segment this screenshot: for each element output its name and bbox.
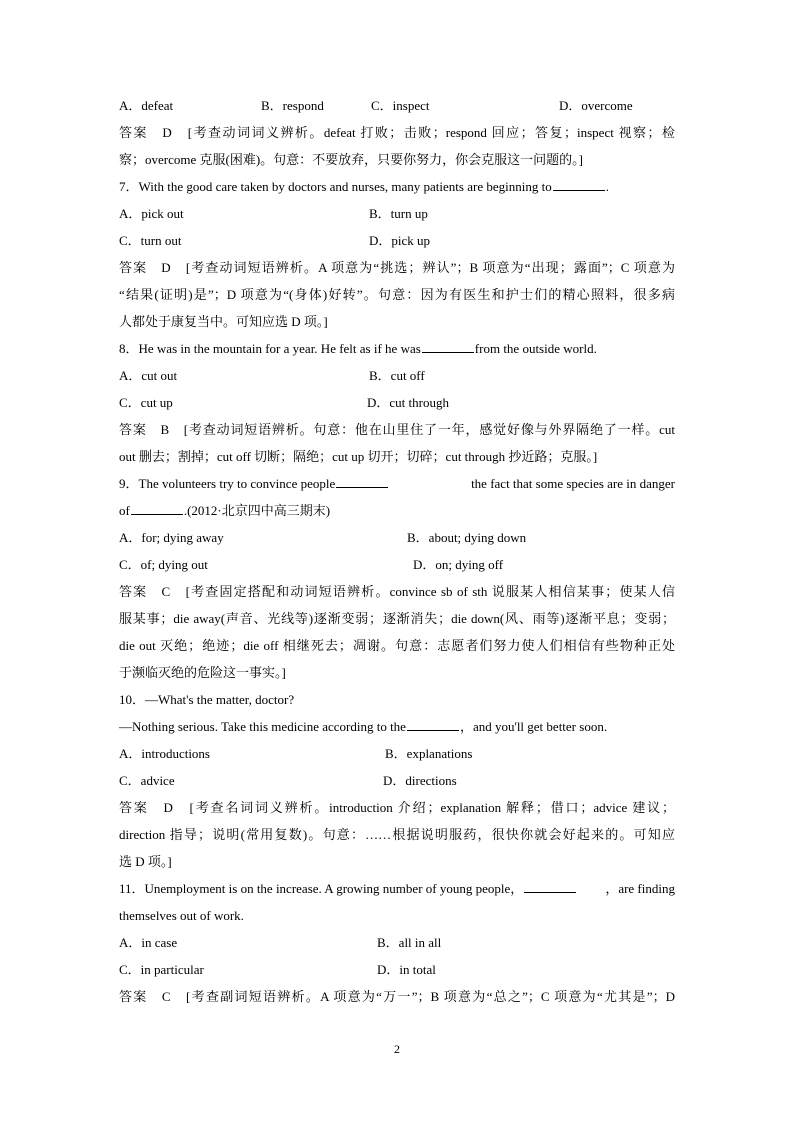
q10-stem-end: ，and you'll get better soon. xyxy=(459,719,608,734)
q8-option-a: A．cut out xyxy=(119,368,178,383)
q8-options-row-2 xyxy=(119,389,675,416)
q11-stem-text-2: ，are finding xyxy=(605,881,675,896)
q6-option-b: B．respond xyxy=(261,98,324,113)
answer-blank xyxy=(407,717,459,731)
q6-option-d: D．overcome xyxy=(559,98,633,113)
answer-blank xyxy=(524,879,576,893)
q9-answer-line: 答案 C [考查固定搭配和动词短语辨析。convince sb of sth 说服某人相信某事；使某人信 xyxy=(119,584,675,599)
q10-answer-line: direction 指导；说明(常用复数)。句意：……根据说明服药，很快你就会好起来的。可知应 xyxy=(119,827,675,842)
q6-options xyxy=(119,92,675,119)
q10-options-row-1 xyxy=(119,740,675,767)
q6-answer-line: 察；overcome 克服(困难)。句意：不要放弃，只要你努力，你会克服这一问题的。] xyxy=(119,152,583,167)
q11-options-row-2 xyxy=(119,956,675,983)
q7-option-a: A．pick out xyxy=(119,206,184,221)
q9-stem-text-3: of xyxy=(119,503,130,518)
q6-option-a: A．defeat xyxy=(119,98,174,113)
q11-answer-line: 答案 C [考查副词短语辨析。A 项意为“万一”；B 项意为“总之”；C 项意为“尤其是”；D xyxy=(119,989,675,1004)
q11-stem-cont: themselves out of work. xyxy=(119,908,244,923)
q8-stem-end: from the outside world. xyxy=(474,341,597,356)
q10-option-d: D．directions xyxy=(383,773,457,788)
q11-option-a: A．in case xyxy=(119,935,178,950)
q9-stem-cont xyxy=(119,497,675,524)
q8-option-b: B．cut off xyxy=(369,368,425,383)
q10-option-a: A．introductions xyxy=(119,746,210,761)
q8-option-d: D．cut through xyxy=(367,395,449,410)
q6-option-c: C．inspect xyxy=(371,98,430,113)
q9-stem-text-2: the fact that some species are in danger xyxy=(471,476,675,491)
q9-option-a: A．for; dying away xyxy=(119,530,224,545)
q9-option-b: B．about; dying down xyxy=(407,530,527,545)
q9-answer-line: die out 灭绝；绝迹；die off 相继死去；凋谢。句意：志愿者们努力使人们相信有些物种正处 xyxy=(119,638,675,653)
q11-option-b: B．all in all xyxy=(377,935,442,950)
q10-stem: 10．—What's the matter, doctor? xyxy=(119,692,295,707)
q11-option-d: D．in total xyxy=(377,962,436,977)
q8-answer-line: 答案 B [考查动词短语辨析。句意：他在山里住了一年，感觉好像与外界隔绝了一样。cut xyxy=(119,422,675,437)
q8-stem xyxy=(119,335,675,362)
q10-stem-text: —Nothing serious. Take this medicine according to the xyxy=(119,719,406,734)
q8-options-row-1 xyxy=(119,362,675,389)
q10-answer-line: 答案 D [考查名词词义辨析。introduction 介绍；explanation 解释；借口；advice 建议； xyxy=(119,800,675,815)
q11-option-c: C．in particular xyxy=(119,962,204,977)
q10-stem-cont xyxy=(119,713,675,740)
answer-blank xyxy=(131,501,183,515)
q9-answer-line: 服某事；die away(声音、光线等)逐渐变弱；逐渐消失；die down(风、雨等)逐渐平息；变弱； xyxy=(119,611,675,626)
q11-stem xyxy=(119,875,675,902)
q7-option-c: C．turn out xyxy=(119,233,182,248)
q7-stem-text: 7．With the good care taken by doctors and nurses, many patients are beginning to xyxy=(119,179,552,194)
q7-options-row-1 xyxy=(119,200,675,227)
q8-option-c: C．cut up xyxy=(119,395,173,410)
q6-answer-line: 答案 D [考查动词词义辨析。defeat 打败；击败；respond 回应；答复；inspect 视察；检 xyxy=(119,125,675,140)
q10-answer-line: 选 D 项。] xyxy=(119,854,172,869)
q8-answer-line: out 删去；割掉；cut off 切断；隔绝；cut up 切开；切碎；cut through 抄近路；克服。] xyxy=(119,449,598,464)
q9-options-row-1 xyxy=(119,524,675,551)
q9-answer-line: 于濒临灭绝的危险这一事实。] xyxy=(119,665,286,680)
q9-source: .(2012·北京四中高三期末) xyxy=(183,503,331,518)
q10-options-row-2 xyxy=(119,767,675,794)
answer-blank xyxy=(553,177,605,191)
document-body xyxy=(119,92,675,1010)
q7-option-d: D．pick up xyxy=(369,233,431,248)
q7-stem-end: . xyxy=(605,179,609,194)
q7-stem xyxy=(119,173,675,200)
answer-blank xyxy=(336,474,388,488)
q10-option-c: C．advice xyxy=(119,773,175,788)
page-number: 2 xyxy=(394,1042,400,1056)
q9-stem xyxy=(119,470,675,497)
q7-answer-line: 答案 D [考查动词短语辨析。A 项意为“挑选；辨认”；B 项意为“出现；露面”；C 项意为 xyxy=(119,260,675,275)
q9-option-c: C．of; dying out xyxy=(119,557,208,572)
q11-stem-part xyxy=(119,875,577,902)
q9-option-d: D．on; dying off xyxy=(413,557,504,572)
q11-options-row-1 xyxy=(119,929,675,956)
q7-option-b: B．turn up xyxy=(369,206,428,221)
q11-stem-text: 11．Unemployment is on the increase. A growing number of young people， xyxy=(119,881,524,896)
q9-stem-part xyxy=(119,470,389,497)
answer-blank xyxy=(422,339,474,353)
q8-stem-text: 8．He was in the mountain for a year. He felt as if he was xyxy=(119,341,421,356)
q9-options-row-2 xyxy=(119,551,675,578)
q7-answer-line: “结果(证明)是”；D 项意为“(身体)好转”。句意：因为有医生和护士们的精心照料，很多病 xyxy=(119,287,675,302)
q7-answer-line: 人都处于康复当中。可知应选 D 项。] xyxy=(119,314,328,329)
q10-option-b: B．explanations xyxy=(385,746,473,761)
q7-options-row-2 xyxy=(119,227,675,254)
q9-stem-text: 9．The volunteers try to convince people xyxy=(119,476,336,491)
